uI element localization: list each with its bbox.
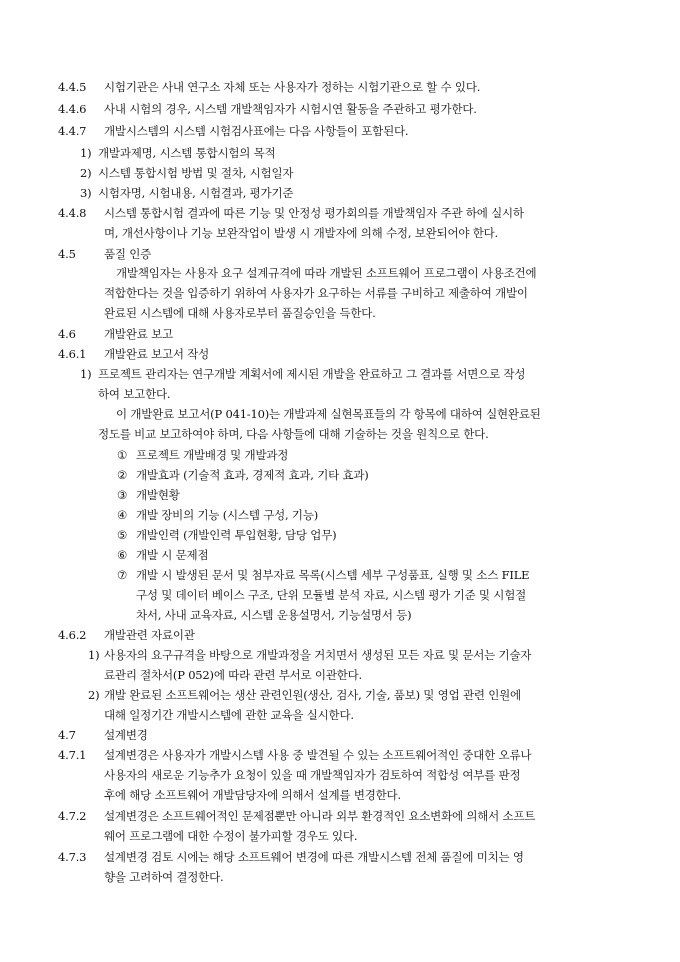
- section-number: 4.5: [58, 247, 76, 261]
- section-title: 설계변경: [104, 728, 148, 742]
- section-title: 개발관련 자료이관: [104, 628, 195, 642]
- section-number: 4.7.2: [58, 809, 87, 823]
- section-text: 사내 시험의 경우, 시스템 개발책임자가 시험시연 활동을 주관하고 평가한다.: [104, 102, 477, 116]
- section-number: 4.6.1: [58, 347, 87, 361]
- section-title: 개발완료 보고서 작성: [104, 347, 210, 361]
- section-number: 4.4.8: [58, 206, 87, 220]
- section-number: 4.4.6: [58, 102, 87, 116]
- section-title: 품질 인증: [104, 247, 152, 261]
- section-number: 4.7: [58, 728, 76, 742]
- section-text: 시험기관은 사내 연구소 자체 또는 사용자가 정하는 시험기관으로 할 수 있다.: [104, 80, 481, 94]
- section-number: 4.4.7: [58, 124, 87, 138]
- section-title: 개발완료 보고: [104, 327, 173, 341]
- section-number: 4.6: [58, 327, 76, 341]
- section-number: 4.4.5: [58, 80, 87, 94]
- section-number: 4.7.1: [58, 748, 87, 762]
- section-number: 4.7.3: [58, 850, 87, 864]
- section-number: 4.6.2: [58, 628, 87, 642]
- section-text: 개발시스템의 시스템 시험검사표에는 다음 사항들이 포함된다.: [104, 124, 409, 138]
